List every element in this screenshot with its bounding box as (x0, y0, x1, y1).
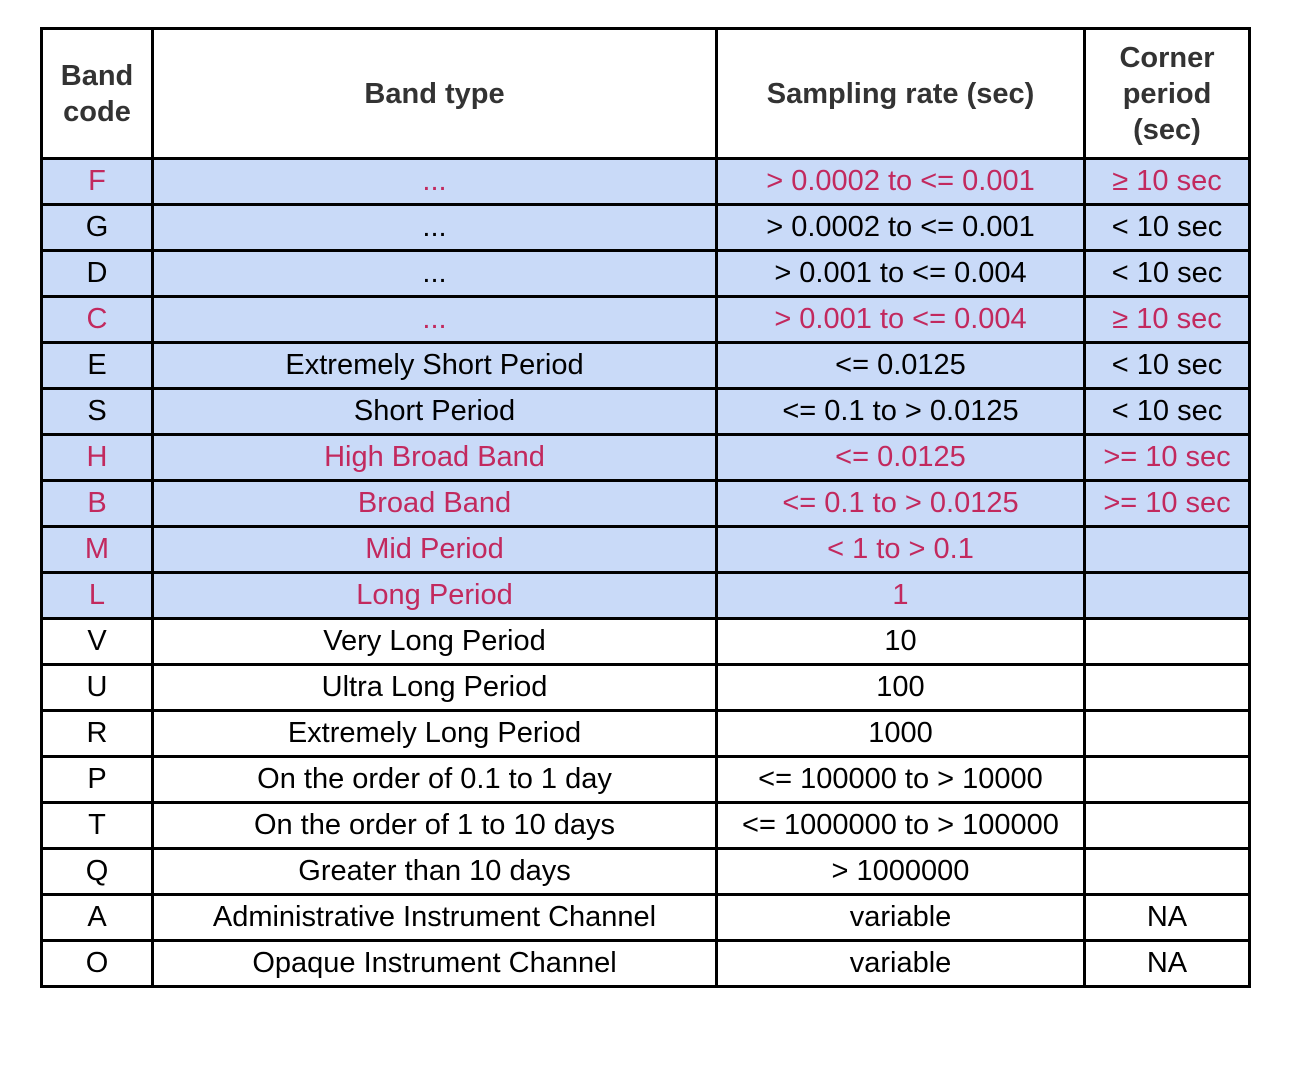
band-code-cell: V (42, 619, 153, 665)
band-code-cell: A (42, 895, 153, 941)
sampling-rate-cell: <= 0.1 to > 0.0125 (717, 389, 1085, 435)
band-type-cell: ... (153, 297, 717, 343)
corner-period-cell (1085, 803, 1250, 849)
sampling-rate-cell: > 0.0002 to <= 0.001 (717, 159, 1085, 205)
corner-period-cell (1085, 711, 1250, 757)
sampling-rate-cell: 10 (717, 619, 1085, 665)
table-row (42, 159, 1250, 205)
band-type-cell: High Broad Band (153, 435, 717, 481)
corner-period-cell (1085, 619, 1250, 665)
corner-period-cell: < 10 sec (1085, 343, 1250, 389)
table-row (42, 297, 1250, 343)
band-type-cell: On the order of 0.1 to 1 day (153, 757, 717, 803)
table-row (42, 803, 1250, 849)
band-code-cell: S (42, 389, 153, 435)
sampling-rate-cell: > 1000000 (717, 849, 1085, 895)
band-code-cell: H (42, 435, 153, 481)
corner-period-cell: < 10 sec (1085, 389, 1250, 435)
table-row (42, 895, 1250, 941)
sampling-rate-cell: <= 1000000 to > 100000 (717, 803, 1085, 849)
table-header-row (42, 29, 1250, 159)
table-row (42, 205, 1250, 251)
table-row (42, 711, 1250, 757)
corner-period-cell (1085, 527, 1250, 573)
sampling-rate-cell: <= 0.0125 (717, 435, 1085, 481)
sampling-rate-cell: > 0.0002 to <= 0.001 (717, 205, 1085, 251)
band-code-cell: L (42, 573, 153, 619)
band-type-cell: ... (153, 205, 717, 251)
corner-period-cell: ≥ 10 sec (1085, 159, 1250, 205)
band-type-cell: Ultra Long Period (153, 665, 717, 711)
table-row (42, 435, 1250, 481)
header-corner-period: Corner period (sec) (1085, 29, 1250, 159)
band-code-cell: D (42, 251, 153, 297)
corner-period-cell: NA (1085, 941, 1250, 987)
band-type-cell: Administrative Instrument Channel (153, 895, 717, 941)
band-code-cell: M (42, 527, 153, 573)
band-code-table (40, 27, 1251, 988)
sampling-rate-cell: 1 (717, 573, 1085, 619)
band-code-cell: P (42, 757, 153, 803)
band-type-cell: ... (153, 251, 717, 297)
corner-period-cell: < 10 sec (1085, 251, 1250, 297)
table-row (42, 527, 1250, 573)
corner-period-cell: >= 10 sec (1085, 435, 1250, 481)
band-type-cell: On the order of 1 to 10 days (153, 803, 717, 849)
corner-period-cell: NA (1085, 895, 1250, 941)
table-row (42, 573, 1250, 619)
band-type-cell: Long Period (153, 573, 717, 619)
band-code-cell: F (42, 159, 153, 205)
sampling-rate-cell: > 0.001 to <= 0.004 (717, 251, 1085, 297)
band-code-cell: O (42, 941, 153, 987)
band-code-cell: U (42, 665, 153, 711)
sampling-rate-cell: <= 0.1 to > 0.0125 (717, 481, 1085, 527)
band-code-cell: E (42, 343, 153, 389)
table-row (42, 343, 1250, 389)
sampling-rate-cell: < 1 to > 0.1 (717, 527, 1085, 573)
corner-period-cell: ≥ 10 sec (1085, 297, 1250, 343)
band-type-cell: ... (153, 159, 717, 205)
table-row (42, 251, 1250, 297)
table-row (42, 849, 1250, 895)
table-row (42, 665, 1250, 711)
header-band-code: Band code (42, 29, 153, 159)
band-code-cell: Q (42, 849, 153, 895)
corner-period-cell (1085, 665, 1250, 711)
corner-period-cell (1085, 849, 1250, 895)
band-type-cell: Extremely Short Period (153, 343, 717, 389)
band-code-cell: R (42, 711, 153, 757)
band-type-cell: Very Long Period (153, 619, 717, 665)
table-row (42, 481, 1250, 527)
header-sampling-rate: Sampling rate (sec) (717, 29, 1085, 159)
table-row (42, 389, 1250, 435)
table-row (42, 941, 1250, 987)
table-row (42, 757, 1250, 803)
sampling-rate-cell: 1000 (717, 711, 1085, 757)
band-type-cell: Mid Period (153, 527, 717, 573)
band-code-cell: B (42, 481, 153, 527)
table-body (42, 159, 1250, 987)
band-code-cell: C (42, 297, 153, 343)
sampling-rate-cell: variable (717, 941, 1085, 987)
band-type-cell: Greater than 10 days (153, 849, 717, 895)
sampling-rate-cell: 100 (717, 665, 1085, 711)
band-code-cell: T (42, 803, 153, 849)
band-type-cell: Extremely Long Period (153, 711, 717, 757)
corner-period-cell: < 10 sec (1085, 205, 1250, 251)
sampling-rate-cell: variable (717, 895, 1085, 941)
band-code-cell: G (42, 205, 153, 251)
sampling-rate-cell: <= 100000 to > 10000 (717, 757, 1085, 803)
band-type-cell: Opaque Instrument Channel (153, 941, 717, 987)
table-row (42, 619, 1250, 665)
corner-period-cell (1085, 757, 1250, 803)
header-band-type: Band type (153, 29, 717, 159)
corner-period-cell: >= 10 sec (1085, 481, 1250, 527)
band-type-cell: Broad Band (153, 481, 717, 527)
sampling-rate-cell: > 0.001 to <= 0.004 (717, 297, 1085, 343)
corner-period-cell (1085, 573, 1250, 619)
band-type-cell: Short Period (153, 389, 717, 435)
sampling-rate-cell: <= 0.0125 (717, 343, 1085, 389)
